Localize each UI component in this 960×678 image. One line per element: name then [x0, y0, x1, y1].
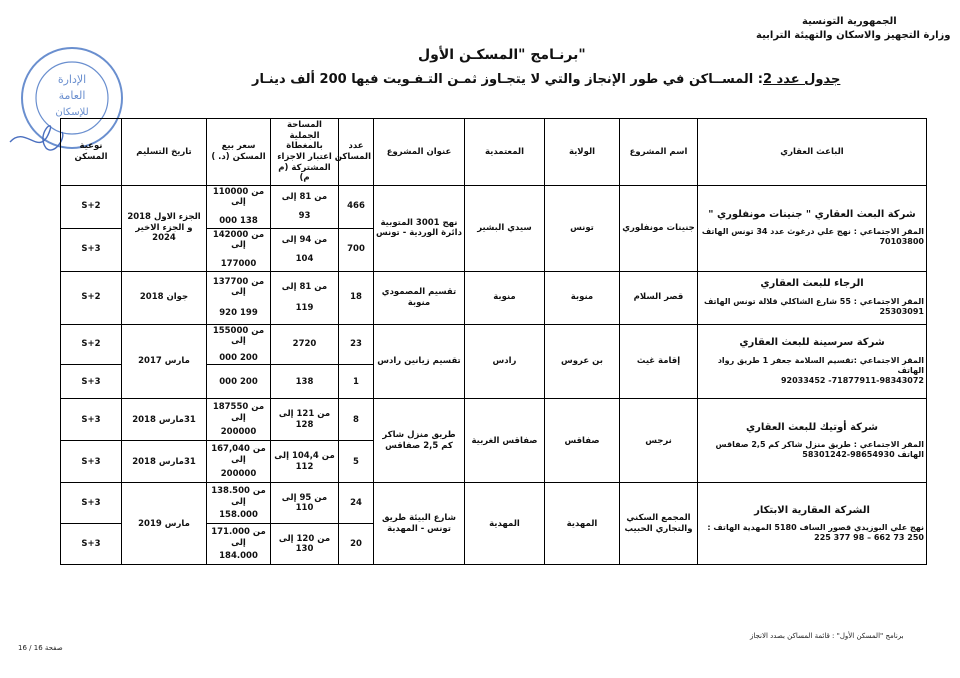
type-cell: S+3 [61, 365, 122, 399]
developer-name: شركة البعث العقاري " جنينات مونفلوري " [708, 208, 916, 220]
address-cell: تقسيم المصمودي منوبة [374, 271, 465, 324]
col-area: المساحة الجملية بالمغطاة اعتبار الاجزاء المشتركة (م م) [271, 119, 339, 186]
delivery-cell: 31مارس 2018 [122, 399, 207, 441]
price-to: 138 000 [219, 216, 258, 226]
price-cell: 200 000 [207, 365, 271, 399]
developer-phone: 25303091 [879, 306, 924, 316]
price-from: من 155000 إلى [212, 325, 265, 347]
units-cell: 20 [339, 524, 374, 565]
address-cell: نهج 3001 المتوبية دائرة الوردية - تونس [374, 185, 465, 271]
units-cell: 700 [339, 228, 374, 271]
stamp-line-2: العامة [58, 89, 86, 102]
stamp-line-3: للإسكان [55, 107, 89, 118]
stamp-line-1: الإدارة [57, 73, 87, 86]
col-delegation: المعتمدية [465, 119, 545, 186]
col-price: سعر بيع المسكن (د. ) [207, 119, 271, 186]
area-to: 104 [295, 253, 314, 264]
developer-name: شركة سرسينة للبعث العقاري [739, 337, 885, 349]
col-governorate: الولاية [545, 119, 620, 186]
type-cell: S+2 [61, 324, 122, 365]
developer-phone: 71877911-98343072- 92033452 [780, 375, 924, 385]
price-cell [207, 483, 271, 524]
price-to: 199 920 [219, 307, 258, 318]
developer-cell [698, 483, 927, 565]
table-subtitle [252, 72, 840, 87]
area-cell [271, 228, 339, 271]
governorate-cell: بن عروس [545, 324, 620, 399]
ministry-heading: وزارة التجهيز والاسكان والتهيئة الترابية [756, 30, 951, 41]
price-from: من 187550 إلى [212, 402, 265, 424]
header-row [61, 119, 927, 186]
delegation-cell: المهدية [465, 483, 545, 565]
delivery-cell: الجزء الاول 2018 و الجزء الاخير 2024 [122, 185, 207, 271]
price-cell [207, 324, 271, 365]
developer-address: المقر الاجتماعي : طريق منزل شاكر كم 2,5 صفاقس [715, 440, 924, 450]
area-cell [271, 185, 339, 228]
project-name-cell: المجمع السكني والتجاري الحبيب [620, 483, 698, 565]
price-cell [207, 271, 271, 324]
governorate-cell: تونس [545, 185, 620, 271]
price-from: من 171.000 إلى [211, 526, 266, 548]
project-name-cell: قصر السلام [620, 271, 698, 324]
developer-cell [698, 399, 927, 483]
developer-name: الرجاء للبعث العقاري [760, 278, 864, 290]
price-from: من 142000 إلى [212, 229, 265, 251]
program-title: برنـامج "المسكـن الأول" [418, 47, 586, 63]
price-from: من 110000 إلى [212, 186, 265, 208]
price-cell [207, 524, 271, 565]
col-project-name: اسم المشروع [620, 119, 698, 186]
units-cell: 24 [339, 483, 374, 524]
type-cell: S+2 [61, 185, 122, 228]
developer-phone: 250 73 662 – 98 377 225 [814, 533, 924, 543]
delivery-cell: مارس 2019 [122, 483, 207, 565]
type-cell: S+3 [61, 399, 122, 441]
governorate-cell: صفاقس [545, 399, 620, 483]
units-cell: 1 [339, 365, 374, 399]
price-from: من 167,040 إلى [211, 444, 266, 466]
delivery-cell: 31مارس 2018 [122, 441, 207, 483]
developer-address: المقر الاجتماعي : نهج علي درغوث عدد 34 تونس الهاتف [701, 227, 924, 237]
developer-address: نهج علي البوزيدي قصور الساف 5180 المهدية الهاتف : [707, 523, 924, 533]
price-cell [207, 185, 271, 228]
developer-cell [698, 271, 927, 324]
delegation-cell: منوبة [465, 271, 545, 324]
developer-address: المقر الاجتماعي :تقسيم السلامة جعفر 1 طريق رواد الهاتف [717, 355, 924, 375]
price-to: 200 000 [219, 352, 258, 363]
governorate-cell: منوبة [545, 271, 620, 324]
delivery-cell: جوان 2018 [122, 271, 207, 324]
housing-table [60, 118, 927, 565]
developer-phone: 70103800 [879, 237, 924, 247]
col-delivery: تاريخ التسليم [122, 119, 207, 186]
units-cell: 5 [339, 441, 374, 483]
republic-heading: الجمهورية التونسية [802, 16, 897, 27]
table-subtitle-text: : المســاكن في طور الإنجاز والتي لا يتجـاوز ثمـن التـفـويت فيها 200 ألف دينـار [252, 72, 763, 87]
price-cell [207, 441, 271, 483]
col-developer: الباعث العقاري [698, 119, 927, 186]
area-to: 93 [298, 210, 311, 221]
table-row [61, 324, 927, 365]
delivery-cell: مارس 2017 [122, 324, 207, 399]
col-units: عدد المساكن [339, 119, 374, 186]
area-cell: من 95 إلى 110 [271, 483, 339, 524]
project-name-cell: جنينات مونفلوري [620, 185, 698, 271]
developer-cell [698, 324, 927, 399]
area-from: من 94 إلى [281, 234, 328, 245]
type-cell: S+3 [61, 483, 122, 524]
table-row [61, 271, 927, 324]
address-cell: شارع البيئة طريق تونس - المهدية [374, 483, 465, 565]
table-row [61, 185, 927, 228]
price-to: 184.000 [219, 551, 258, 562]
developer-name: الشركة العقارية الابتكار [754, 504, 870, 516]
area-cell: 2720 [271, 324, 339, 365]
area-from: من 81 إلى [281, 192, 328, 203]
area-to: 119 [295, 302, 314, 313]
col-address: عنوان المشروع [374, 119, 465, 186]
price-from: من 138.500 إلى [211, 485, 266, 507]
units-cell: 23 [339, 324, 374, 365]
address-cell: طريق منزل شاكر كم 2,5 صفاقس [374, 399, 465, 483]
price-cell [207, 399, 271, 441]
footer-caption: برنامج "المسكن الأول" : قائمة المساكن بصدد الانجاز [750, 632, 904, 640]
col-type: نوعية المسكن [61, 119, 122, 186]
area-cell: من 104,4 إلى 112 [271, 441, 339, 483]
address-cell: تقسيم زيانين رادس [374, 324, 465, 399]
type-cell: S+3 [61, 441, 122, 483]
developer-address: المقر الاجتماعي : 55 شارع الشاكلي قلالة تونس الهاتف [703, 296, 924, 306]
price-to: 200000 [220, 426, 257, 437]
area-cell [271, 271, 339, 324]
area-cell: 138 [271, 365, 339, 399]
area-cell: من 120 إلى 130 [271, 524, 339, 565]
price-to: 158.000 [219, 510, 258, 521]
project-name-cell: نرجس [620, 399, 698, 483]
units-cell: 466 [339, 185, 374, 228]
project-name-cell: إقامة غيث [620, 324, 698, 399]
table-row [61, 399, 927, 441]
governorate-cell: المهدية [545, 483, 620, 565]
price-to: 200000 [220, 468, 257, 479]
price-to: 177000 [220, 258, 257, 269]
type-cell: S+3 [61, 524, 122, 565]
delegation-cell: صفاقس الغربية [465, 399, 545, 483]
table-label: جدول عدد 2 [762, 72, 841, 87]
type-cell: S+2 [61, 271, 122, 324]
units-cell: 18 [339, 271, 374, 324]
price-cell [207, 228, 271, 271]
units-cell: 8 [339, 399, 374, 441]
delegation-cell: رادس [465, 324, 545, 399]
developer-phone: الهاتف 98654930-58301242 [802, 450, 924, 460]
developer-cell [698, 185, 927, 271]
area-cell: من 121 إلى 128 [271, 399, 339, 441]
area-from: من 81 إلى [281, 281, 328, 292]
type-cell: S+3 [61, 228, 122, 271]
delegation-cell: سيدي البشير [465, 185, 545, 271]
price-from: من 137700 إلى [212, 276, 265, 298]
table-row [61, 483, 927, 524]
developer-name: شركة أوتيك للبعث العقاري [745, 421, 879, 433]
page-number: صفحة 16 / 16 [18, 644, 63, 652]
